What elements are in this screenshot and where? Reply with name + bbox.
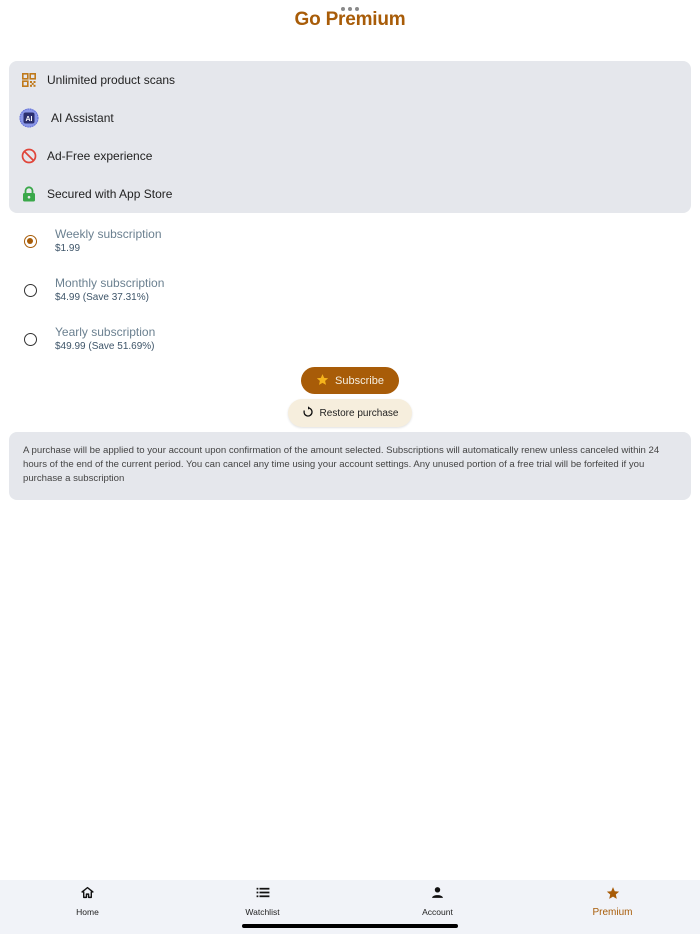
no-ads-icon — [19, 146, 39, 166]
radio-unselected[interactable] — [24, 333, 37, 346]
feature-ad-free — [9, 137, 691, 175]
feature-label: AI Assistant — [51, 111, 114, 125]
features-panel — [9, 61, 691, 213]
plan-name: Weekly subscription — [55, 227, 162, 241]
subscription-disclaimer: A purchase will be applied to your account upon confirmation of the amount selected. Subscriptions will automatically renew unless canceled within 24 hours of the end of the current period. You can cancel any time using your account settings. Any unused portion of a free trial will be forfeited if you purchase a subscription — [9, 432, 691, 500]
nav-label: Watchlist — [245, 907, 280, 917]
feature-label: Unlimited product scans — [47, 73, 176, 87]
svg-text:AI: AI — [25, 116, 33, 123]
lock-icon — [19, 184, 39, 204]
list-icon — [256, 886, 270, 904]
home-indicator — [242, 924, 458, 928]
page-title: Go Premium — [294, 9, 406, 30]
ai-chip-icon — [19, 108, 39, 128]
plan-name: Monthly subscription — [55, 276, 165, 290]
restore-icon — [302, 406, 314, 421]
feature-label: Secured with App Store — [47, 187, 173, 201]
plan-price: $4.99 (Save 37.31%) — [55, 292, 149, 303]
feature-unlimited-scans — [9, 61, 691, 99]
restore-label: Restore purchase — [319, 407, 399, 419]
plan-price: $49.99 (Save 51.69%) — [55, 341, 155, 352]
plan-price: $1.99 — [55, 243, 81, 254]
person-icon — [431, 886, 444, 904]
star-icon — [316, 373, 329, 389]
feature-label: Ad-Free experience — [47, 149, 153, 163]
plan-name: Yearly subscription — [55, 325, 156, 339]
nav-premium[interactable] — [525, 880, 700, 920]
subscribe-button[interactable] — [301, 367, 399, 394]
radio-unselected[interactable] — [24, 284, 37, 297]
radio-selected[interactable] — [24, 235, 37, 248]
qr-code-icon — [19, 70, 39, 90]
nav-watchlist[interactable] — [175, 880, 350, 920]
plan-yearly[interactable] — [0, 320, 700, 366]
nav-label: Premium — [592, 907, 633, 918]
star-icon — [606, 886, 620, 905]
plan-weekly[interactable] — [0, 222, 700, 268]
feature-secured — [9, 175, 691, 213]
nav-label: Account — [422, 907, 453, 917]
nav-label: Home — [76, 907, 99, 917]
plan-monthly[interactable] — [0, 271, 700, 317]
feature-ai-assistant — [9, 99, 691, 137]
nav-home[interactable] — [0, 880, 175, 920]
restore-purchase-button[interactable] — [288, 399, 412, 427]
home-icon — [81, 886, 94, 904]
nav-account[interactable] — [350, 880, 525, 920]
subscribe-label: Subscribe — [335, 374, 384, 387]
